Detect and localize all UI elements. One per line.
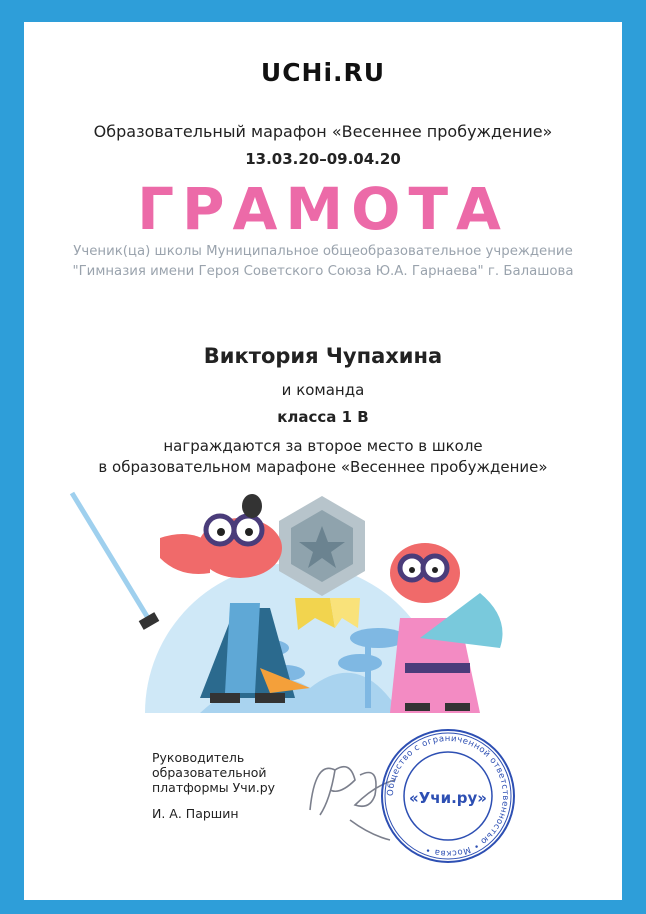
award-text — [0, 436, 646, 478]
sword — [72, 493, 148, 618]
signatory-name: И. А. Паршин — [152, 806, 239, 821]
certificate-title: ГРАМОТА — [137, 175, 509, 243]
stamp-ring-text: Общество с ограниченной ответственностью • Москва • — [385, 733, 511, 859]
signatory-line-2: образовательной — [152, 765, 267, 780]
school-info — [0, 242, 646, 282]
award-line-1: награждаются за второе место в школе — [163, 437, 483, 455]
uchi-logo: UCHi.RU — [260, 58, 386, 87]
class-text: класса 1 В — [277, 408, 369, 426]
signatory-line-3: платформы Учи.ру — [152, 780, 276, 795]
award-line-2: в образовательном марафоне «Весеннее пробуждение» — [98, 458, 548, 476]
official-stamp — [378, 726, 518, 866]
event-dates: 13.03.20–09.04.20 — [245, 150, 401, 168]
fan-dragon — [390, 543, 503, 713]
student-name: Виктория Чупахина — [203, 344, 443, 368]
signatory-title — [152, 750, 275, 795]
team-text: и команда — [281, 381, 365, 399]
event-title: Образовательный марафон «Весеннее пробуждение» — [93, 122, 553, 141]
school-line-2: "Гимназия имени Героя Советского Союза Ю.А. Гарнаева" г. Балашова — [72, 264, 574, 279]
school-line-1: Ученик(ца) школы Муниципальное общеобразовательное учреждение — [73, 244, 573, 259]
stamp-center-text: «Учи.ру» — [409, 789, 487, 807]
dragons-illustration — [60, 488, 530, 718]
signatory-line-1: Руководитель — [152, 750, 245, 765]
